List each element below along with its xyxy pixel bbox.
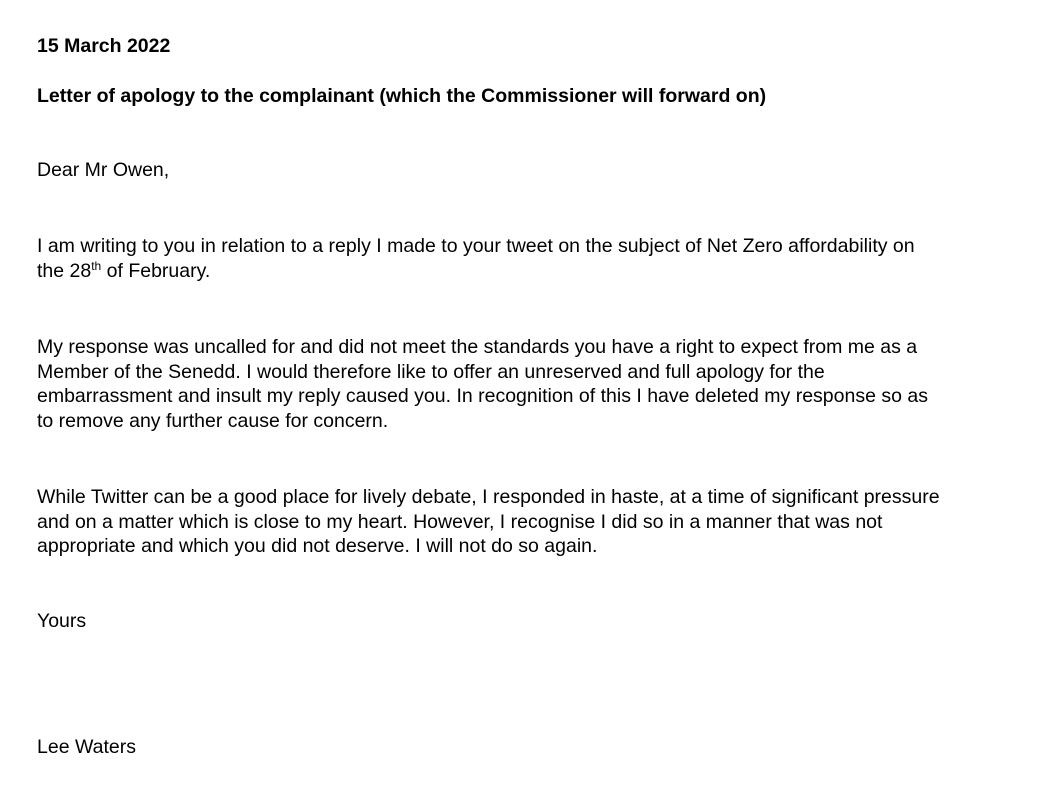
paragraph-3-line-3: appropriate and which you did not deserve. I will not do so again. <box>37 535 598 557</box>
salutation: Dear Mr Owen, <box>37 159 170 181</box>
paragraph-2-line-1: My response was uncalled for and did not meet the standards you have a right to expect from me as a <box>37 336 918 358</box>
paragraph-3 <box>37 485 1047 559</box>
paragraph-1-line-2-end: of February. <box>101 259 211 282</box>
paragraph-1 <box>37 234 1047 283</box>
signatory-name: Lee Waters <box>37 736 136 758</box>
paragraph-2 <box>37 335 1047 433</box>
letter-heading: Letter of apology to the complainant (which the Commissioner will forward on) <box>37 85 767 107</box>
ordinal-suffix: th <box>91 258 102 273</box>
paragraph-3-line-2: and on a matter which is close to my heart. However, I recognise I did so in a manner that was not <box>37 510 883 533</box>
closing: Yours <box>37 610 87 632</box>
paragraph-1-line-2 <box>37 259 1047 284</box>
paragraph-2-line-3: embarrassment and insult my reply caused you. In recognition of this I have deleted my response so as <box>37 385 928 407</box>
paragraph-1-line-1: I am writing to you in relation to a reply I made to your tweet on the subject of Net Zero affordability on <box>37 235 915 257</box>
paragraph-3-line-1: While Twitter can be a good place for lively debate, I responded in haste, at a time of significant pressure <box>37 486 940 508</box>
paragraph-2-line-4: to remove any further cause for concern. <box>37 409 389 432</box>
paragraph-1-line-2-start: the 28 <box>37 259 92 282</box>
letter-date: 15 March 2022 <box>37 35 171 57</box>
paragraph-2-line-2: Member of the Senedd. I would therefore like to offer an unreserved and full apology for the <box>37 360 825 383</box>
